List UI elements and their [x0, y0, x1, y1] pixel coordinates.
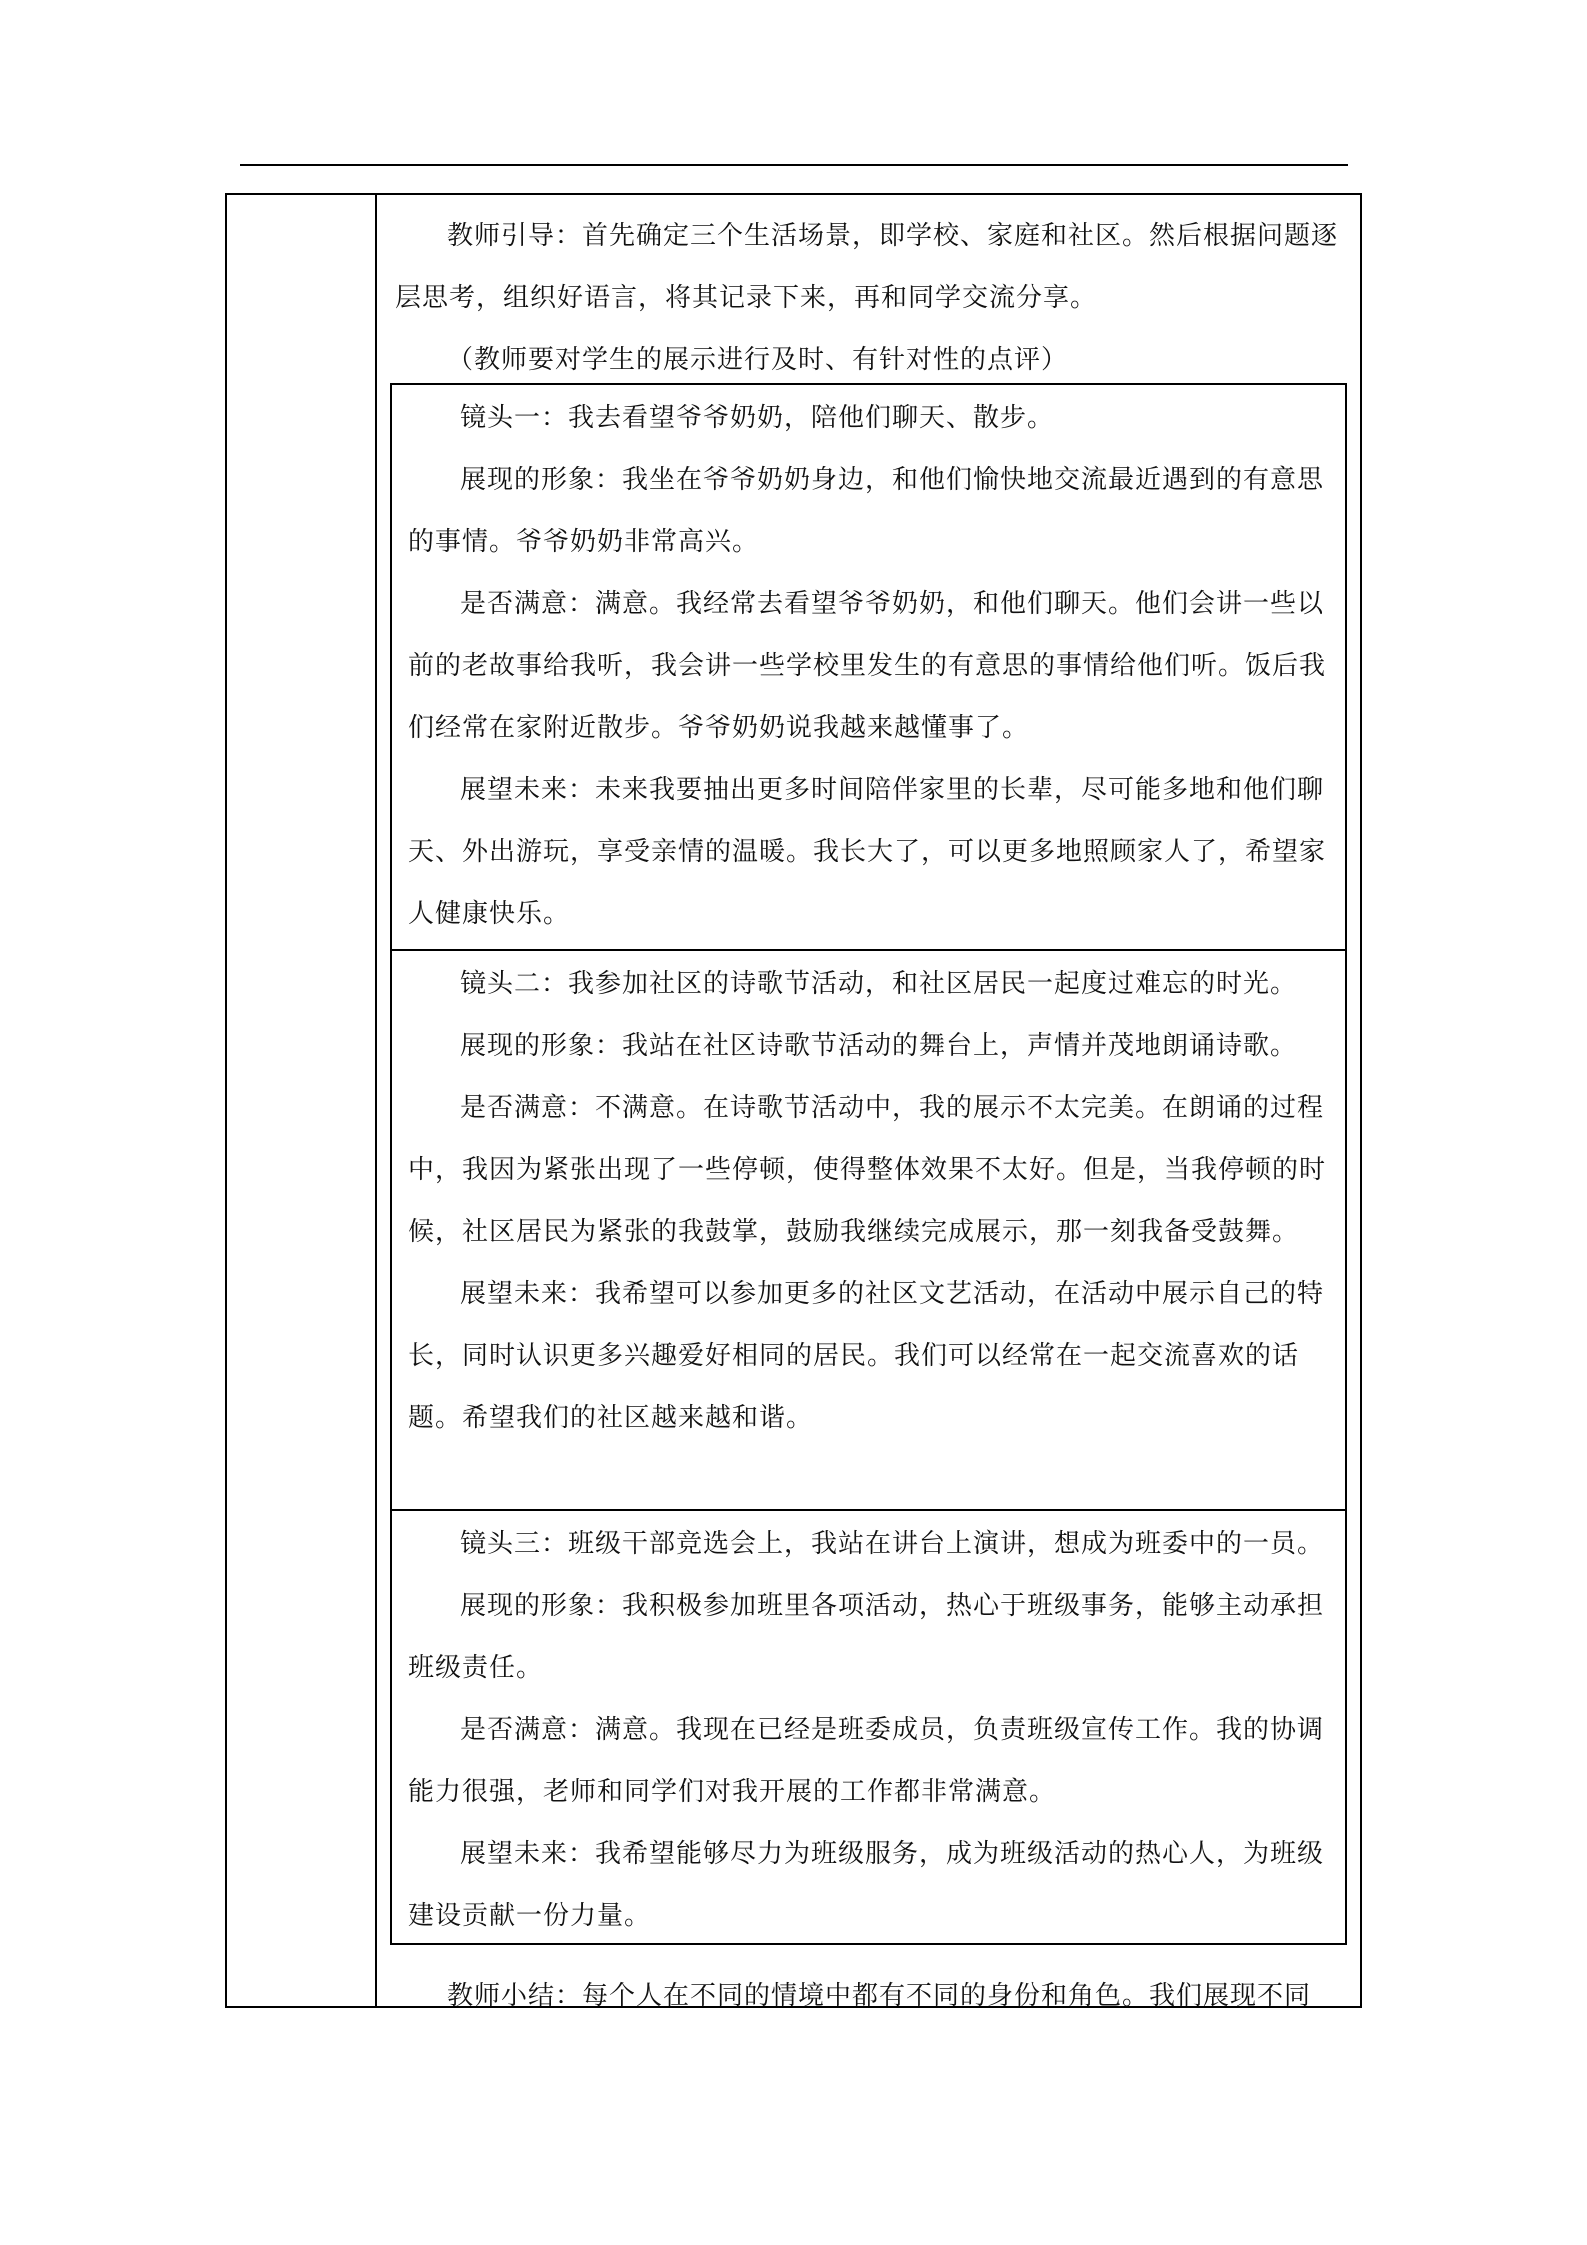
left-column-cell	[227, 195, 377, 2006]
shot-three-satisfied: 是否满意：满意。我现在已经是班委成员，负责班级宣传工作。我的协调能力很强，老师和同学们对我开展的工作都非常满意。	[408, 1715, 1325, 1807]
shot-two-satisfied: 是否满意：不满意。在诗歌节活动中，我的展示不太完美。在朗诵的过程中，我因为紧张出现了一些停顿，使得整体效果不太好。但是，当我停顿的时候，社区居民为紧张的我鼓掌，鼓励我继续完成展示，那一刻我备受鼓舞。	[408, 1093, 1327, 1247]
content-cell	[377, 195, 1360, 2011]
shot-three-title: 镜头三：班级干部竞选会上，我站在讲台上演讲，想成为班委中的一员。	[460, 1529, 1325, 1559]
shot-two-image: 展现的形象：我站在社区诗歌节活动的舞台上，声情并茂地朗诵诗歌。	[460, 1031, 1298, 1061]
shot-two	[392, 949, 1345, 1509]
lesson-table	[225, 193, 1362, 2011]
shot-two-future: 展望未来：我希望可以参加更多的社区文艺活动，在活动中展示自己的特长，同时认识更多兴趣爱好相同的居民。我们可以经常在一起交流喜欢的话题。希望我们的社区越来越和谐。	[408, 1279, 1325, 1433]
shot-three	[392, 1509, 1345, 1945]
shot-three-future: 展望未来：我希望能够尽力为班级服务，成为班级活动的热心人，为班级建设贡献一份力量。	[408, 1839, 1325, 1931]
header-rule	[240, 164, 1348, 166]
shot-one-image: 展现的形象：我坐在爷爷奶奶身边，和他们愉快地交流最近遇到的有意思的事情。爷爷奶奶非常高兴。	[408, 465, 1325, 557]
shots-table	[390, 383, 1347, 1945]
shot-three-image: 展现的形象：我积极参加班里各项活动，热心于班级事务，能够主动承担班级责任。	[408, 1591, 1325, 1683]
shot-one-satisfied: 是否满意：满意。我经常去看望爷爷奶奶，和他们聊天。他们会讲一些以前的老故事给我听，我会讲一些学校里发生的有意思的事情给他们听。饭后我们经常在家附近散步。爷爷奶奶说我越来越懂事了。	[408, 589, 1327, 743]
teacher-note: （教师要对学生的展示进行及时、有针对性的点评）	[447, 345, 1069, 375]
shot-one	[392, 385, 1345, 949]
shot-one-future: 展望未来：未来我要抽出更多时间陪伴家里的长辈，尽可能多地和他们聊天、外出游玩，享受亲情的温暖。我长大了，可以更多地照顾家人了，希望家人健康快乐。	[408, 775, 1327, 929]
shot-two-title: 镜头二：我参加社区的诗歌节活动，和社区居民一起度过难忘的时光。	[460, 969, 1298, 999]
teacher-summary: 教师小结：每个人在不同的情境中都有不同的身份和角色。我们展现不同	[447, 1981, 1312, 2011]
teacher-guidance: 教师引导：首先确定三个生活场景，即学校、家庭和社区。然后根据问题逐层思考，组织好语言，将其记录下来，再和同学交流分享。	[395, 221, 1339, 313]
shot-one-title: 镜头一：我去看望爷爷奶奶，陪他们聊天、散步。	[460, 403, 1055, 433]
